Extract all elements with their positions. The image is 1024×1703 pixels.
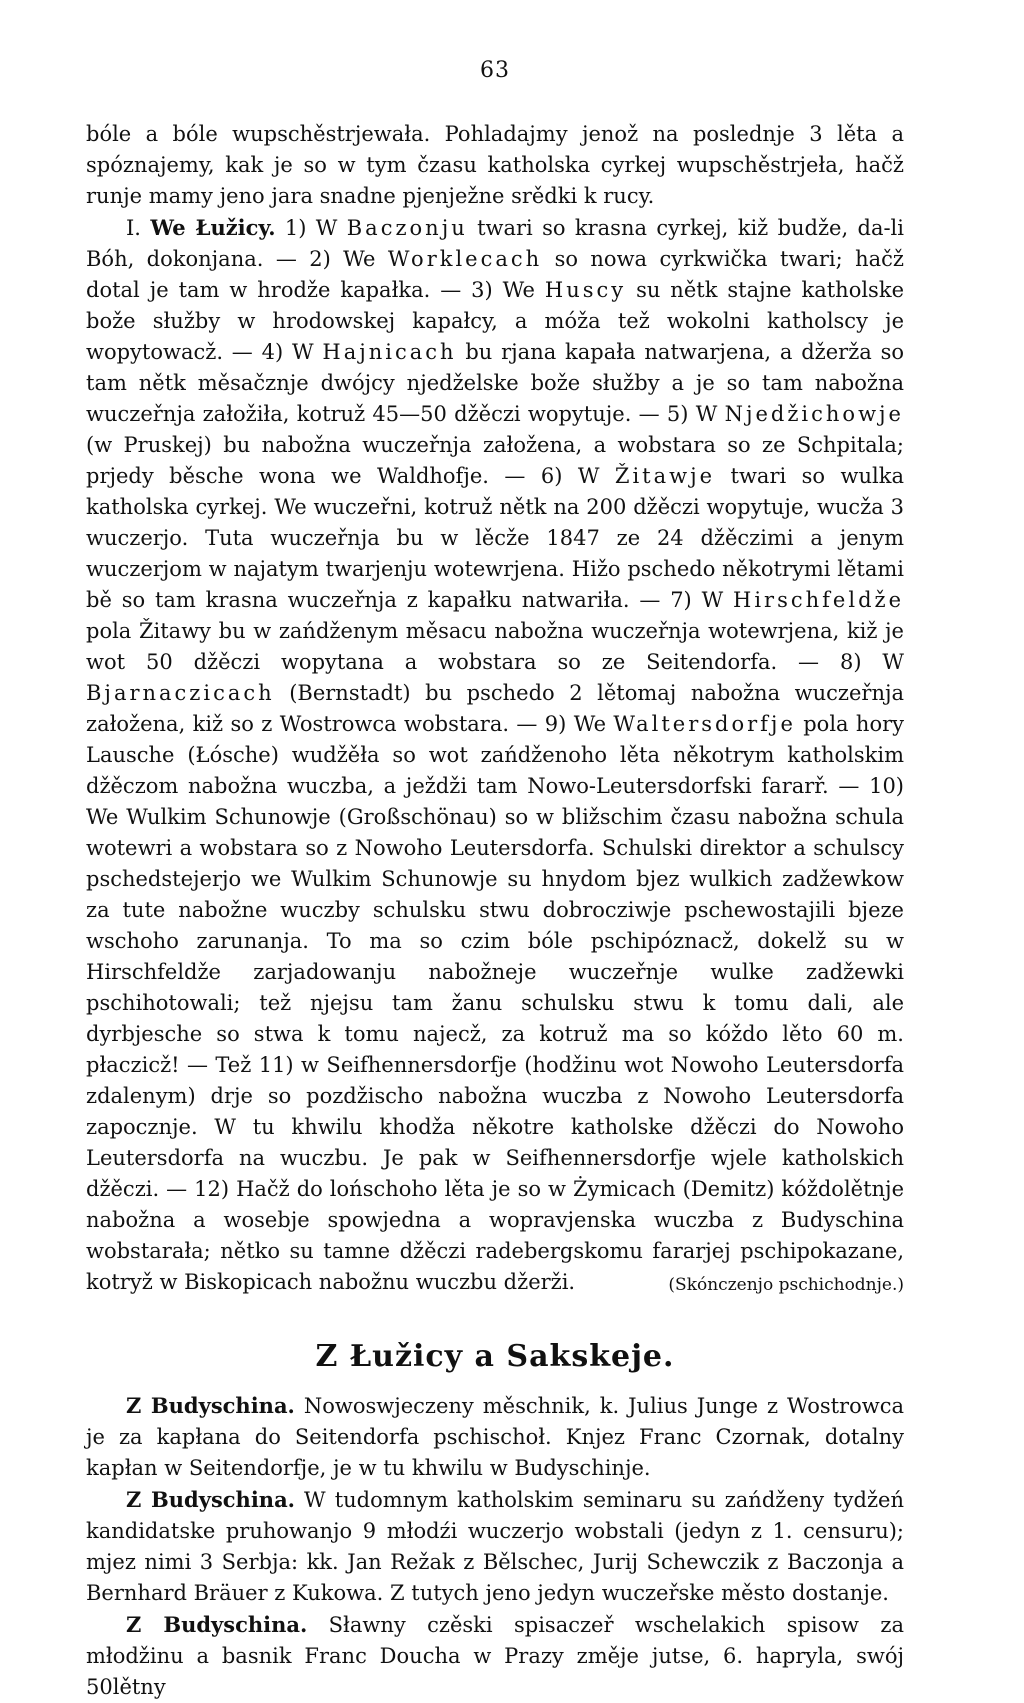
section-subheading: We Łužicy. [150,215,276,240]
news-item [86,1484,904,1609]
news-item-lead: Z Budyschina. [126,1612,308,1637]
text-run: (w Pruskej) bu nabožna wuczeřnja załožena, a wobstara so ze Schpitala; prjedy běsche wona we Waldhofje. — 6) W [86,433,904,488]
news-item-lead: Z Budyschina. [126,1487,295,1512]
place-name: Njedžichowje [724,402,904,426]
place-name: Baczonju [346,216,468,240]
news-item-text: W tudomnym katholskim seminaru su zańdženy tydžeń kandidatske pruhowanjo 9 młodźi wuczerjo wobstali (jedyn z 1. censuru); mjez nimi 3 Serbja: kk. Jan Režak z Bělschec, Jurij Schewczik z Baczonja a Bernhard Bräuer z Kukowa. Z tutych jeno jedyn wuczeřske město dostanje. [86,1488,904,1605]
place-name: Bjarnaczicach [86,681,275,705]
section-heading: Z Łužicy a Sakskeje. [315,1339,675,1374]
intro-paragraph: bóle a bóle wupschěstrjewała. Pohladajmy jenož na poslednje 3 lěta a spóznajemy, kak je so w tym čzasu katholska cyrkej wupschěstrjeła, hačž runje mamy jeno jara snadne pjenježne srědki k rucy. [86,122,904,208]
place-name: Huscy [544,278,627,302]
place-name: Žitawje [614,464,716,488]
section-number: I. [126,216,141,240]
place-name: Waltersdorfje [613,712,796,736]
place-name: Worklecach [387,247,543,271]
lusatia-section-paragraph [86,212,904,1298]
continuation-note: (Skónczenjo pschichodnje.) [668,1275,904,1295]
text-run: twari so krasna cyrkej, kiž budže, da-li Bóh, dokonjana. — 2) We [86,216,904,271]
text-run: (Bernstadt) bu pschedo 2 lětomaj nabožna wuczeřnja załožena, kiž so z Wostrowca wobstara. — 9) We [86,681,904,736]
news-item-lead: Z Budyschina. [126,1393,295,1418]
text-run: bu rjana kapała natwarjena, a džerža so tam nětk měsačznje dwójcy njedželske bože słužby a je so tam nabožna wuczeřnja załožiła, kotruž 45—50 džěczi wopytuje. — 5) W [86,340,905,426]
news-item-text: Sławny czěski spisaczeř wschelakich spisow za młodžinu a basnik Franc Doucha w Prazy změje jutse, 6. hapryla, swój 50lětny [86,1613,904,1699]
news-item [86,1390,904,1484]
text-run: so nowa cyrkwička twari; hačž dotal je tam w hrodže kapałka. — 3) We [86,247,904,302]
text-run: 1) W [275,216,347,240]
text-run: su nětk stajne katholske bože słužby w hrodowskej kapałcy, a móža tež wokolni katholscy je wopytowacž. — 4) W [86,278,904,364]
text-run: pola Žitawy bu w zańdženym měsacu nabožna wuczeřnja wotewrjena, kiž je wot 50 džěczi wopytana a wobstara so ze Seitendorfa. — 8) W [86,619,904,674]
article-body [86,119,904,1703]
text-run: twari so wulka katholska cyrkej. We wuczeřni, kotruž nětk na 200 džěczi wopytuje, wucža 3 wuczerjo. Tuta wuczeřnja bu w lěcže 1847 ze 24 džěczimi a jenym wuczerjom w najatym twarjenju wotewrjena. Hižo pschedo někotrymi lětami bě so tam krasna wuczeřnja z kapałku natwariła. — 7) W [86,464,904,612]
news-item-text: Nowoswjeczeny měschnik, k. Julius Junge z Wostrowca je za kapłana do Seitendorfa pschischoł. Knjez Franc Czornak, dotalny kapłan w Seitendorfje, je w tu khwilu w Budyschinje. [86,1394,904,1480]
place-name: Hajnicach [322,340,457,364]
news-item [86,1609,904,1703]
text-run: pola hory Lausche (Łósche) wudžěła so wot zańdženoho lěta někotrym katholskim džěczom nabožna wuczba, a ježdži tam Nowo-Leutersdorfski fararř. — 10) We Wulkim Schunowje (Großschönau) so w bližschim čzasu nabožna schula wotewri a wobstara so z Nowoho Leutersdorfa. Schulski direktor a schulscy pschedstejerjo we Wulkim Schunowje su hnydom bjez wulkich zadžewkow za tute nabožne wuczby schulsku stwu dobrocziwje pschewostajili bjeze wschoho zarunanja. To ma so czim bóle pschipóznacž, dokelž su w Hirschfeldže zarjadowanju nabožneje wuczeřnje wulke zadžewki pschihotowali; tež njejsu tam žanu schulsku stwu k tomu dali, ale dyrbjesche so stwa k tomu najecž, za kotruž ma so kóždo lěto 60 m. płaczicž! — Tež 11) w Seifhennersdorfje (hodžinu wot Nowoho Leutersdorfa zdalenym) drje so pozdžischo nabožna wuczba z Nowoho Leutersdorfa zapocznje. W tu khwilu khodža někotre katholske džěczi do Nowoho Leutersdorfa na wuczbu. Je pak w Seifhennersdorfje wjele katholskich džěczi. — 12) Hačž do lońschoho lěta je so w Żymicach (Demitz) kóždolětnje nabožna a wosebje spowjedna a wopravjenska wuczba z Budyschina wobstarała; nětko su tamne džěczi radebergskomu fararjej pschipokazane, kotryž w Biskopicach nabožnu wuczbu džerži. [86,712,904,1294]
page-number: 63 [480,58,510,83]
place-name: Hirschfeldže [733,588,904,612]
